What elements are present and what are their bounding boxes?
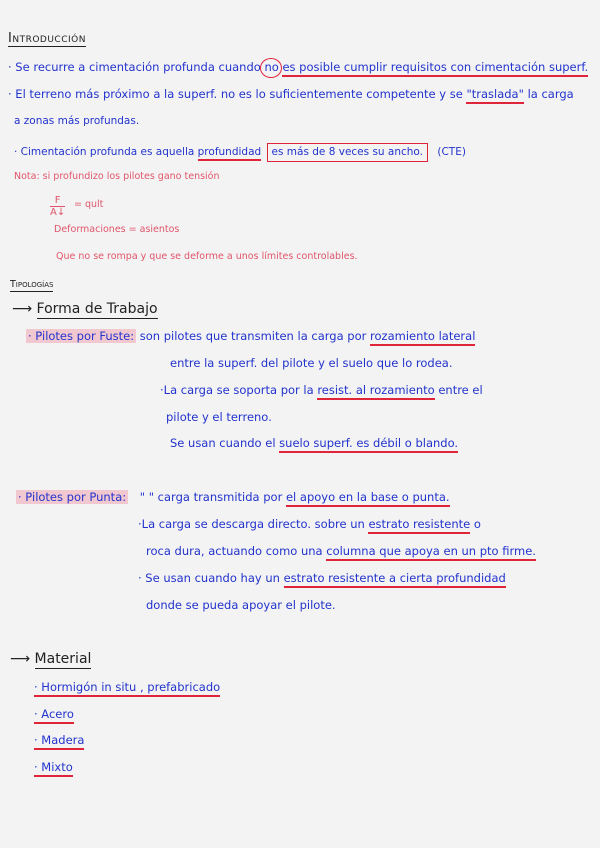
boxed-definition: es más de 8 veces su ancho.: [267, 143, 429, 162]
fuste-row-5: Se usan cuando el suelo superf. es débil o blando.: [170, 438, 458, 450]
intro-line-1: · Se recurre a cimentación profunda cuando no es posible cumplir requisitos con cimentación superf.: [8, 62, 588, 74]
punta-row-3: roca dura, actuando como una columna que apoya en un pto firme.: [146, 546, 536, 558]
punta-label: · Pilotes por Punta:: [18, 490, 127, 504]
material-item: · Hormigón in situ , prefabricado: [34, 682, 220, 694]
punta-row-5: donde se pueda apoyar el pilote.: [146, 598, 336, 612]
punta-row-4: · Se usan cuando hay un estrato resistente a cierta profundidad: [138, 573, 506, 585]
material-heading: ⟶ Material: [10, 651, 92, 667]
section-title-tipologias: Tipologías: [10, 279, 54, 290]
material-item: · Mixto: [34, 762, 73, 774]
arrow-icon: ⟶: [12, 301, 33, 317]
deformaciones-line: Deformaciones = asientos: [54, 224, 180, 235]
fuste-row-4: pilote y el terreno.: [166, 410, 272, 424]
intro-line-4: · Cimentación profunda es aquella profundidad es más de 8 veces su ancho. (CTE): [14, 143, 466, 162]
arrow-icon: ⟶: [10, 651, 31, 667]
nota-line: Nota: si profundizo los pilotes gano tensión: [14, 171, 220, 182]
formula-fraction: $\frac{F}{A↓}$: [50, 195, 66, 218]
fuste-row-1: · Pilotes por Fuste: son pilotes que transmiten la carga por rozamiento lateral: [26, 331, 475, 343]
fuste-row-2: entre la superf. del pilote y el suelo que lo rodea.: [170, 356, 453, 370]
quiero-line: Que no se rompa y que se deforme a unos límites controlables.: [56, 251, 358, 262]
section-title-introduccion: Introducción: [8, 31, 86, 46]
punta-row-1: · Pilotes por Punta: " " carga transmitida por el apoyo en la base o punta.: [16, 492, 450, 504]
punta-row-2: ·La carga se descarga directo. sobre un estrato resistente o: [138, 519, 481, 531]
formula-rest: = qult: [74, 199, 104, 210]
intro-line-2: · El terreno más próximo a la superf. no es lo suficientemente competente y se "traslada" la carga: [8, 89, 574, 101]
forma-trabajo-heading: ⟶ Forma de Trabajo: [12, 301, 158, 317]
fuste-row-3: ·La carga se soporta por la resist. al rozamiento entre el: [160, 385, 483, 397]
material-item: · Madera: [34, 735, 84, 747]
fuste-label: · Pilotes por Fuste:: [28, 329, 135, 343]
material-item: · Acero: [34, 709, 74, 721]
circle-mark: [260, 58, 282, 78]
intro-line-3: a zonas más profundas.: [14, 115, 140, 127]
